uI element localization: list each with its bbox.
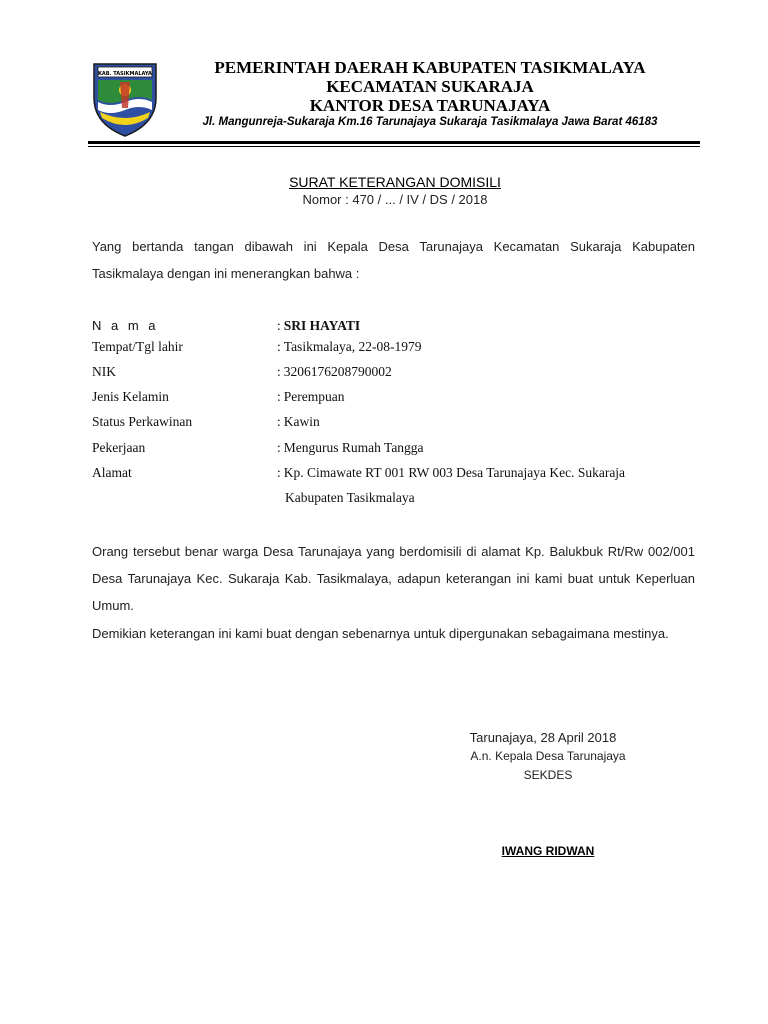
- letterhead-government: PEMERINTAH DAERAH KABUPATEN TASIKMALAYA: [214, 58, 646, 77]
- field-label: Status Perkawinan: [92, 414, 193, 429]
- letterhead-divider-thick: [88, 141, 700, 144]
- field-label: NIK: [92, 364, 116, 379]
- field-occupation: Pekerjaan : Mengurus Rumah Tangga: [92, 440, 424, 455]
- field-label: Jenis Kelamin: [92, 389, 169, 404]
- field-value: SRI HAYATI: [283, 318, 361, 333]
- document-title: SURAT KETERANGAN DOMISILI: [289, 174, 501, 190]
- field-gender: Jenis Kelamin : Perempuan: [92, 389, 345, 404]
- field-label: Tempat/Tgl lahir: [92, 339, 183, 354]
- letterhead-address: Jl. Mangunreja-Sukaraja Km.16 Tarunajaya Sukaraja Tasikmalaya Jawa Barat 46183: [202, 116, 658, 128]
- field-label: Alamat: [92, 465, 132, 480]
- field-value: Mengurus Rumah Tangga: [283, 440, 424, 455]
- field-label: Pekerjaan: [92, 440, 146, 455]
- letterhead-divider-thin: [88, 146, 700, 147]
- field-name: N a m a : SRI HAYATI: [92, 318, 361, 333]
- field-nik: NIK : 3206176208790002: [92, 364, 392, 379]
- signature-place-date: Tarunajaya, 28 April 2018: [469, 730, 617, 745]
- letterhead-district: KECAMATAN SUKARAJA: [326, 77, 534, 96]
- letterhead-office: KANTOR DESA TARUNAJAYA: [309, 96, 551, 115]
- field-label: N a m a: [92, 318, 159, 333]
- field-value: Kp. Cimawate RT 001 RW 003 Desa Tarunajaya Kec. Sukaraja: [283, 465, 626, 480]
- intro-paragraph: Yang bertanda tangan dibawah ini Kepala Desa Tarunajaya Kecamatan Sukaraja Kabupaten Tasikmalaya dengan ini menerangkan bahwa :: [92, 239, 695, 281]
- field-value: Kawin: [283, 414, 320, 429]
- signature-on-behalf: A.n. Kepala Desa Tarunajaya: [470, 749, 626, 763]
- field-address: Alamat : Kp. Cimawate RT 001 RW 003 Desa Tarunajaya Kec. Sukaraja: [92, 465, 626, 480]
- field-address-line2: Kabupaten Tasikmalaya: [285, 490, 415, 505]
- field-value: Tasikmalaya, 22-08-1979: [283, 339, 422, 354]
- body-paragraph-closing: Demikian keterangan ini kami buat dengan sebenarnya untuk dipergunakan sebagaimana mestinya.: [92, 626, 669, 641]
- field-value: 3206176208790002: [283, 364, 392, 379]
- signatory-name: IWANG RIDWAN: [501, 844, 595, 858]
- field-marital-status: Status Perkawinan : Kawin: [92, 414, 320, 429]
- field-value: Perempuan: [283, 389, 345, 404]
- field-birth: Tempat/Tgl lahir : Tasikmalaya, 22-08-1979: [92, 339, 422, 354]
- document-number: Nomor : 470 / ... / IV / DS / 2018: [302, 192, 488, 207]
- signature-role: SEKDES: [523, 768, 573, 782]
- body-paragraph-statement: Orang tersebut benar warga Desa Tarunajaya yang berdomisili di alamat Kp. Balukbuk Rt/Rw 002/001 Desa Tarunajaya Kec. Sukaraja Kab. Tasikmalaya, adapun keterangan ini kami buat untuk Keperluan Umum.: [92, 544, 695, 613]
- emblem-text: KAB. TASIKMALAYA: [98, 71, 152, 77]
